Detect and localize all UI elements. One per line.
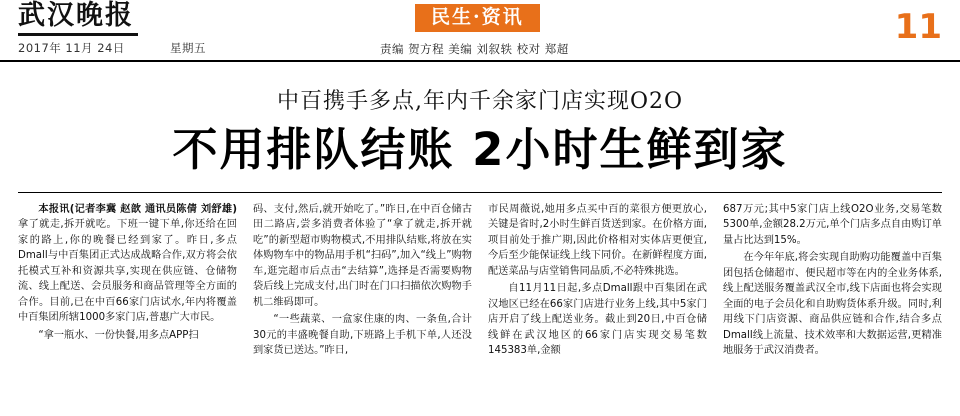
article-paragraph: 687万元;其中5家门店上线O2O业务,交易笔数5300单,金额28.2万元,单个门店多点自由购订单量占比达到15%。	[723, 203, 942, 246]
paper-logo: 武汉晚报	[18, 0, 134, 31]
article-column-1	[18, 202, 237, 346]
section-tag: 民生·资讯	[415, 4, 540, 32]
article-body	[18, 202, 942, 361]
article-paragraph: 本报讯(记者李冀 赵歆 通讯员陈倩 刘舒雄)拿了就走,拆开就吃。下班一键下单,你还给在回家的路上,你的晚餐已经到家了。昨日,多点Dmall与中百集团正式达成战略合作,双方将会依托模式互补和资源共享,实现在供应链、仓储物流、线上配送、会员服务和商品管理等全方面的合作。目前,已在中百66家门店试水,年内将覆盖中百集团所辖1000多家门店,普惠广大市民。	[18, 203, 237, 323]
article-paragraph: 自11月11日起,多点Dmall跟中百集团在武汉地区已经在66家门店进行业务上线,其中5家门店开启了线上配送业务。截止到20日,中百仓储线鲜在武汉地区的66家门店实现交易笔数145383单,金额	[488, 283, 707, 356]
article-paragraph: 在今年年底,将会实现自助购功能覆盖中百集团包括仓储超市、便民超市等在内的全业务体系,线上配送服务覆盖武汉全市,线下店面也将会实现全面的电子会员化和自助购货体系升级。同时,利用线下门店资源、商品供应链和合作,结合多点Dmall线上流量、技术效率和大数据运营,更精准地服务于武汉消费者。	[723, 252, 942, 356]
article-column-4	[723, 202, 942, 361]
article-paragraph: 码、支付,然后,就开始吃了。”昨日,在中百仓储古田二路店,尝多消费者体验了“拿了就走,拆开就吃”的新型超市购物模式,不用排队结账,将放在实体购物车中的物品用手机“扫码”,加入“线上”购物车,逛完超市后点击“去结算”,选择是否需要购物袋后线上完成支付,出门时在门口扫描依次购物手机二维码即可。	[253, 203, 472, 308]
article-paragraph: “拿一瓶水、一份快餐,用多点APP扫	[38, 329, 199, 341]
masthead	[0, 0, 960, 62]
main-headline: 不用排队结账 2小时生鲜到家	[172, 123, 788, 176]
page-number: 11	[894, 7, 942, 47]
article-paragraph: “一些蔬菜、一盒家住康的肉、一条鱼,合计30元的丰盛晚餐自助,下班路上手机下单,人还没到家货已送达。”昨日,	[253, 314, 472, 356]
headline-block	[0, 62, 960, 175]
logo-underline-rule	[18, 33, 138, 36]
article-column-3	[488, 202, 707, 361]
headline-divider	[18, 192, 942, 193]
publication-date: 2017年 11月 24日	[18, 41, 125, 55]
editor-credits: 责编 贺方程 美编 刘叙轶 校对 郑超	[380, 42, 569, 56]
publication-weekday: 星期五	[170, 41, 206, 55]
article-paragraph: 市民周薇说,她用多点买中百的菜很方便更放心,关键是省时,2小时生鲜百货送到家。在价格方面,项目前处于推广期,因此价格相对实体店更便宜,今后至少能保证线上线下同价。在新鲜程度方面,配送菜品与店堂销售同品质,不必特殊挑选。	[488, 203, 707, 277]
shoulder-headline: 中百携手多点,年内千余家门店实现O2O	[276, 89, 684, 114]
article-column-2	[253, 202, 472, 361]
